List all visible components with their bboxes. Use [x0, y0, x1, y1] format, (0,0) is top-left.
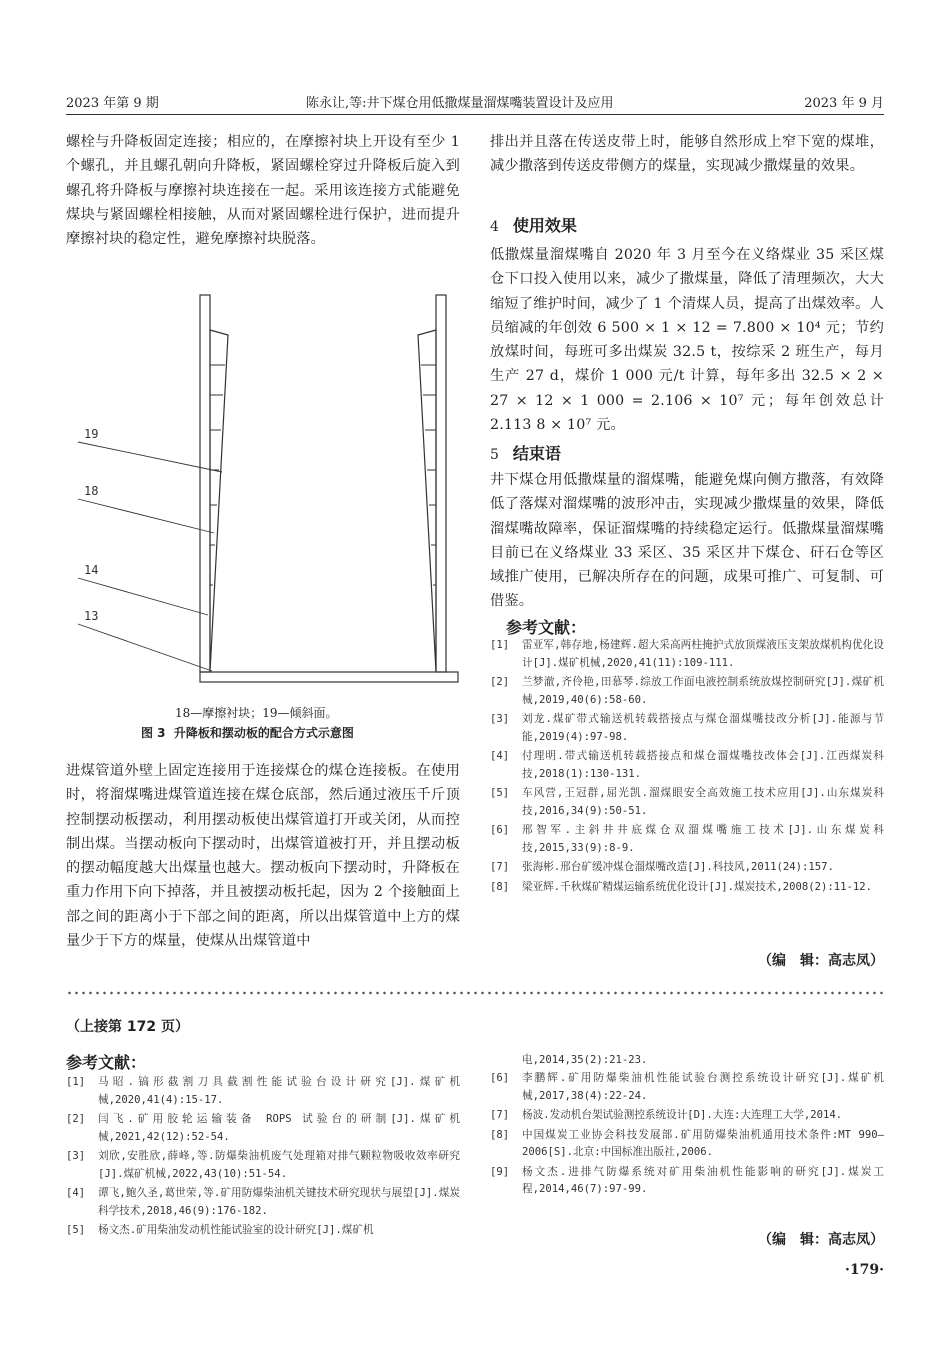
reference-item [490, 637, 884, 672]
reference-text: 杨文杰.进排气防爆系统对矿用柴油机性能影响的研究[J].煤炭工程,2014,46(7):97-99. [522, 1165, 884, 1195]
reference-number: [7] [490, 1109, 510, 1121]
reference-item [490, 822, 884, 857]
figure-caption-number: 图 3 [141, 726, 166, 740]
reference-number: [3] [66, 1150, 86, 1162]
bottom-references-right [490, 1070, 884, 1201]
section-5-heading [490, 441, 561, 464]
base-plate [200, 672, 458, 682]
reference-number: [6] [490, 824, 510, 836]
header-rule [66, 114, 884, 115]
reference-text: 邢智军.主斜井井底煤仓双溜煤嘴施工技术[J].山东煤炭科技,2015,33(9):8-9. [522, 824, 884, 854]
reference-item [490, 785, 884, 820]
figure-3-diagram [66, 290, 460, 690]
reference-item [490, 711, 884, 746]
right-plate [436, 295, 446, 672]
reference-item [490, 879, 884, 897]
reference-number: [3] [490, 713, 510, 725]
reference-item [490, 1127, 884, 1162]
reference-text: 李鹏辉.矿用防爆柴油机性能试验台测控系统设计研究[J].煤矿机械,2017,38(4):22-24. [522, 1072, 884, 1102]
section-4-text: 低撒煤量溜煤嘴自 2020 年 3 月至今在义络煤业 35 采区煤仓下口投入使用以来，减少了撒煤量，降低了清理频次，大大缩短了维护时间，减少了 1 个清煤人员，提高了出煤效率。人员缩减的年创效 6 500 × 1 × 12 = 7.800 × 10⁴ 元；节约放煤时间，每班可多出煤炭 32.5 t，按综采 2 班生产，每月生产 27 d，煤价 1 000 元/t 计算，每年多出 32.5 × 2 × 27 × 12 × 1 000 = 2.106 × 10⁷ 元；每年创效总计 2.113 8 × 10⁷ 元。 [490, 247, 884, 434]
reference-item [490, 1070, 884, 1105]
section-separator [66, 990, 884, 996]
section-4-title: 使用效果 [512, 216, 577, 235]
figure-caption-text: 升降板和摆动板的配合方式示意图 [173, 726, 354, 740]
bottom-ref-5-continued: 电,2014,35(2):21-23. [522, 1054, 648, 1066]
reference-item [490, 1107, 884, 1125]
reference-text: 谭飞,鲍久圣,葛世荣,等.矿用防爆柴油机关键技术研究现状与展望[J].煤炭科学技术,2018,46(9):176-182. [98, 1187, 460, 1217]
reference-item [490, 1164, 884, 1199]
figure-legend: 18—摩擦衬块；19—倾斜面。 [175, 706, 338, 720]
reference-number: [7] [490, 861, 510, 873]
reference-number: [2] [66, 1113, 86, 1125]
reference-number: [6] [490, 1072, 510, 1084]
left-para-1: 螺栓与升降板固定连接；相应的，在摩擦衬块上开设有至少 1 个螺孔，并且螺孔朝向升降板，紧固螺栓穿过升降板后旋入到螺孔将升降板与摩擦衬块连接在一起。采用该连接方式能避免煤块与紧固螺栓相接触，从而对紧固螺栓进行保护，进而提升摩擦衬块的稳定性，避免摩擦衬块脱落。 [66, 134, 460, 248]
reference-text: 车风营,王冠群,屈光凯.溜煤眼安全高效施工技术应用[J].山东煤炭科技,2016,34(9):50-51. [522, 787, 884, 817]
header-right: 2023 年 9 月 [804, 96, 884, 111]
editor-note: （编 辑：高志凤） [758, 953, 884, 969]
reference-item [66, 1148, 460, 1183]
reference-number: [4] [490, 750, 510, 762]
fig-label-13: 13 [84, 609, 99, 623]
reference-number: [8] [490, 1128, 510, 1141]
reference-item [66, 1111, 460, 1146]
fig-label-18: 18 [84, 484, 99, 498]
page-number: ·179· [845, 1262, 884, 1278]
header-left: 2023 年第 9 期 [66, 96, 159, 111]
reference-item [490, 859, 884, 877]
bottom-editor-note: （编 辑：高志凤） [758, 1232, 884, 1248]
reference-number: [1] [66, 1076, 86, 1088]
fig-label-19: 19 [84, 427, 99, 441]
left-para-2: 进煤管道外壁上固定连接用于连接煤仓的煤仓连接板。在使用时，将溜煤嘴进煤管道连接在煤仓底部，然后通过液压千斤顶控制摆动板摆动，利用摆动板使出煤管道打开或关闭，从而控制出煤。当摆动板向下摆动时，出煤管道被打开，并且摆动板的摆动幅度越大出煤量也越大。摆动板向下摆动时，升降板在重力作用下向下掉落，并且被摆动板托起，因为 2 个接触面上部之间的距离小于下部之间的距离，所以出煤管道中上方的煤量少于下方的煤量，使煤从出煤管道中 [66, 763, 460, 950]
bottom-references-left [66, 1074, 460, 1242]
reference-text: 杨文杰.矿用柴油发动机性能试验室的设计研究[J].煤矿机 [98, 1224, 374, 1236]
right-friction-liner [418, 330, 436, 672]
reference-number: [5] [66, 1224, 86, 1236]
section-5-text: 井下煤仓用低撒煤量的溜煤嘴，能避免煤向侧方撒落，有效降低了落煤对溜煤嘴的波形冲击，实现减少撒煤量的效果，降低溜煤嘴故障率，保证溜煤嘴的持续稳定运行。低撒煤量溜煤嘴目前已在义络煤业 33 采区、35 采区井下煤仓、矸石仓等区域推广使用，已解决所存在的问题，成果可推广、可复制、可借鉴。 [490, 472, 884, 610]
reference-text: 杨波.发动机台架试验测控系统设计[D].大连:大连理工大学,2014. [522, 1109, 843, 1121]
reference-number: [8] [490, 880, 510, 893]
left-plate [200, 295, 210, 672]
reference-item [490, 674, 884, 709]
fig-label-14: 14 [84, 563, 99, 577]
reference-number: [9] [490, 1165, 510, 1178]
reference-text: 付理明.带式输送机转载搭接点和煤仓溜煤嘴技改体会[J].江西煤炭科技,2018(1):130-131. [522, 750, 884, 780]
references-title: 参考文献： [506, 618, 587, 637]
reference-text: 马昭.镐形截割刀具截割性能试验台设计研究[J].煤矿机械,2020,41(4):15-17. [98, 1076, 460, 1106]
reference-item [66, 1074, 460, 1109]
reference-text: 兰梦澈,齐伶艳,田慕琴.综放工作面电液控制系统放煤控制研究[J].煤矿机械,2019,40(6):58-60. [522, 676, 884, 706]
reference-item [66, 1222, 460, 1240]
right-para-0: 排出并且落在传送皮带上时，能够自然形成上窄下宽的煤堆，减少撒落到传送皮带侧方的煤量，实现减少撒煤量的效果。 [490, 134, 884, 175]
reference-text: 刘欣,安胜欣,薛峰,等.防爆柴油机废气处理箱对排气颗粒物吸收效率研究[J].煤矿机械,2022,43(10):51-54. [98, 1150, 460, 1180]
reference-number: [1] [490, 639, 510, 651]
reference-item [66, 1185, 460, 1220]
reference-number: [5] [490, 787, 510, 799]
reference-text: 雷亚军,韩存地,杨建辉.超大采高两柱掩护式放顶煤液压支架放煤机构优化设计[J].煤矿机械,2020,41(11):109-111. [522, 639, 884, 669]
section-4-heading [490, 213, 577, 236]
header-center: 陈永让,等:井下煤仓用低撒煤量溜煤嘴装置设计及应用 [306, 96, 614, 111]
reference-text: 闫飞.矿用胶轮运输装备 ROPS 试验台的研制[J].煤矿机械,2021,42(12):52-54. [98, 1113, 460, 1143]
reference-text: 张海彬.邢台矿缓冲煤仓溜煤嘴改造[J].科技风,2011(24):157. [522, 861, 834, 873]
reference-text: 梁亚辉.千秋煤矿精煤运输系统优化设计[J].煤炭技术,2008(2):11-12. [522, 880, 873, 893]
reference-item [490, 748, 884, 783]
section-5-title: 结束语 [512, 444, 561, 463]
references-list [490, 637, 884, 898]
reference-text: 刘龙.煤矿带式输送机转载搭接点与煤仓溜煤嘴技改分析[J].能源与节能,2019(4):97-98. [522, 713, 884, 743]
reference-number: [2] [490, 676, 510, 688]
left-friction-liner [210, 330, 228, 672]
continued-note: （上接第 172 页） [66, 1019, 189, 1035]
reference-text: 中国煤炭工业协会科技发展部.矿用防爆柴油机通用技术条件:MT 990—2006[S].北京:中国标准出版社,2006. [522, 1128, 884, 1158]
bottom-references-title: 参考文献： [66, 1053, 147, 1072]
figure-caption [141, 724, 354, 741]
section-4-number: 4 [490, 219, 499, 235]
section-5-number: 5 [490, 447, 499, 463]
reference-number: [4] [66, 1187, 86, 1199]
